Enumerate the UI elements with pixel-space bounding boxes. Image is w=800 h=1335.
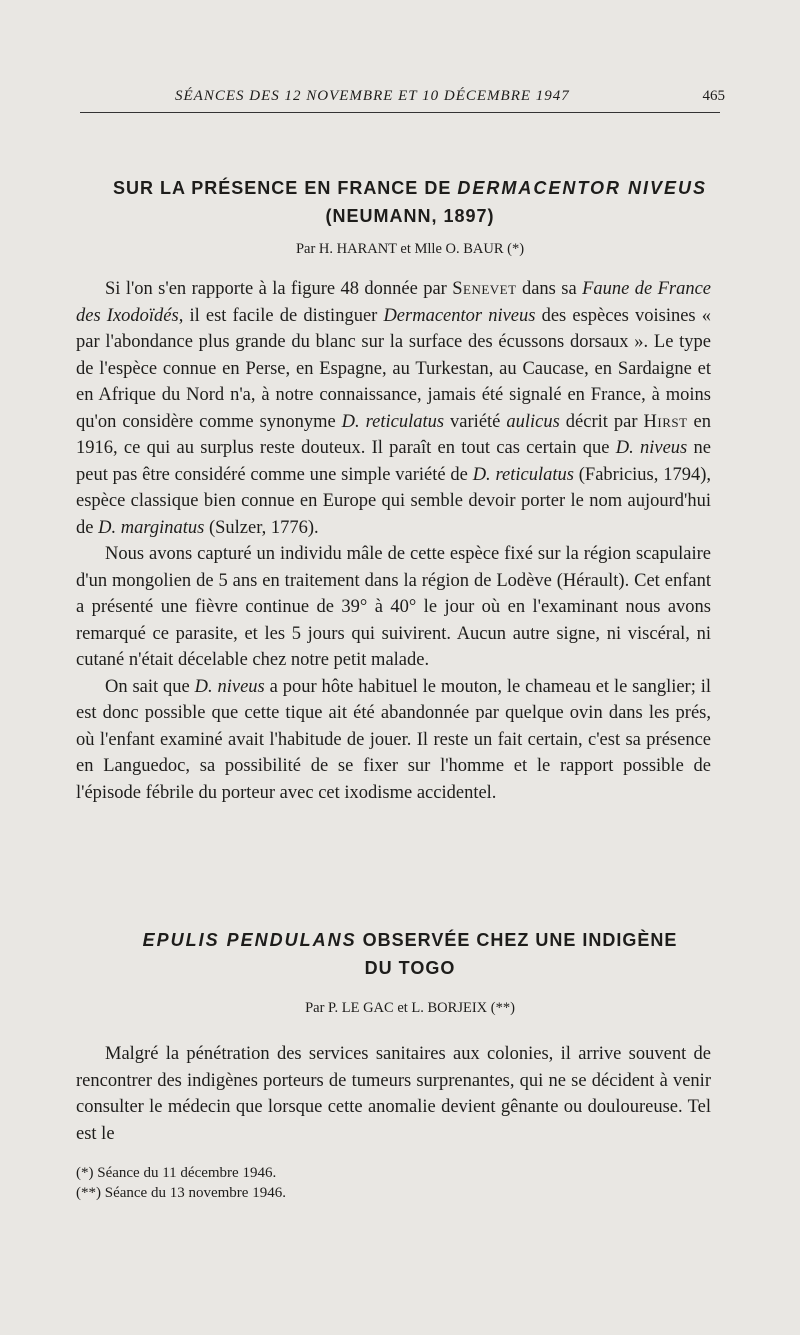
article2-title-plain: OBSERVÉE CHEZ UNE INDIGÈNE [356,930,678,950]
article1-body [76,276,711,806]
article2-title-line2: DU TOGO [364,958,456,978]
article1-title-line1 [80,174,740,202]
article1-title-species: DERMACENTOR NIVEUS [457,178,708,198]
article1-byline: Par H. HARANT et Mlle O. BAUR (*) [295,241,525,257]
article1-paragraph-2: Nous avons capturé un individu mâle de cette espèce fixé sur la région scapulaire d'un mongolien de 5 ans en traitement dans la région de Lodève (Hérault). Cet enfant a présenté une fièvre continue de 39° à 40° le jour où en l'examinant nous avons remarqué ce parasite, et les 5 jours qui suivirent. Aucun autre signe, ni viscéral, ni cutané n'était décelable chez notre petit malade. [76,544,711,670]
article1-paragraph-1: Si l'on s'en rapporte à la figure 48 donnée par Senevet dans sa Faune de France des Ixodoïdés, il est facile de distinguer Dermacentor niveus des espèces voisines « par l'abondance plus grande du blanc sur la surface des écussons dorsaux ». Le type de l'espèce connue en Perse, en Espagne, au Turkestan, au Caucase, en Sardaigne et en Afrique du Nord n'a, à notre connaissance, jamais été signalé en France, à moins qu'on considère comme synonyme D. reticulatus variété aulicus décrit par Hirst en 1916, ce qui au surplus reste douteux. Il paraît en tout cas certain que D. niveus ne peut pas être considéré comme une simple variété de D. reticulatus (Fabricius, 1794), espèce classique bien connue en Europe qui semble devoir porter le nom aujourd'hui de D. marginatus (Sulzer, 1776). [76,279,712,538]
footnotes [76,1163,476,1203]
running-head [80,86,725,113]
page-number: 465 [702,88,725,104]
article1-title [80,174,740,230]
footnote-2: (**) Séance du 13 novembre 1946. [76,1185,286,1201]
article2-paragraph-1: Malgré la pénétration des services sanitaires aux colonies, il arrive souvent de rencontrer des indigènes porteurs de tumeurs surprenantes, qui ne se décident à venir consulter le médecin que lorsque cette anomalie devient gênante ou douloureuse. Tel est le [76,1044,711,1144]
article2-byline: Par P. LE GAC et L. BORJEIX (**) [305,1000,515,1016]
article2-body [76,1041,711,1147]
footnote-1: (*) Séance du 11 décembre 1946. [76,1165,277,1181]
article1-title-plain: SUR LA PRÉSENCE EN FRANCE DE [112,178,458,198]
article2-title-line1 [80,926,740,954]
article1-paragraph-3: On sait que D. niveus a pour hôte habituel le mouton, le chameau et le sanglier; il est donc possible que cette tique ait été abandonnée par quelque ovin dans les prés, où l'enfant examiné avait l'habitude de jouer. Il reste un fait certain, c'est sa présence en Languedoc, sa possibilité de se fixer sur l'homme et le rapport possible de l'épisode fébrile du porteur avec cet ixodisme accidentel. [76,676,712,803]
article1-title-line2: (NEUMANN, 1897) [325,206,495,226]
article2-title-species: EPULIS PENDULANS [142,930,357,950]
running-head-title: SÉANCES DES 12 NOVEMBRE ET 10 DÉCEMBRE 1947 [175,88,570,104]
article2-title [80,926,740,982]
